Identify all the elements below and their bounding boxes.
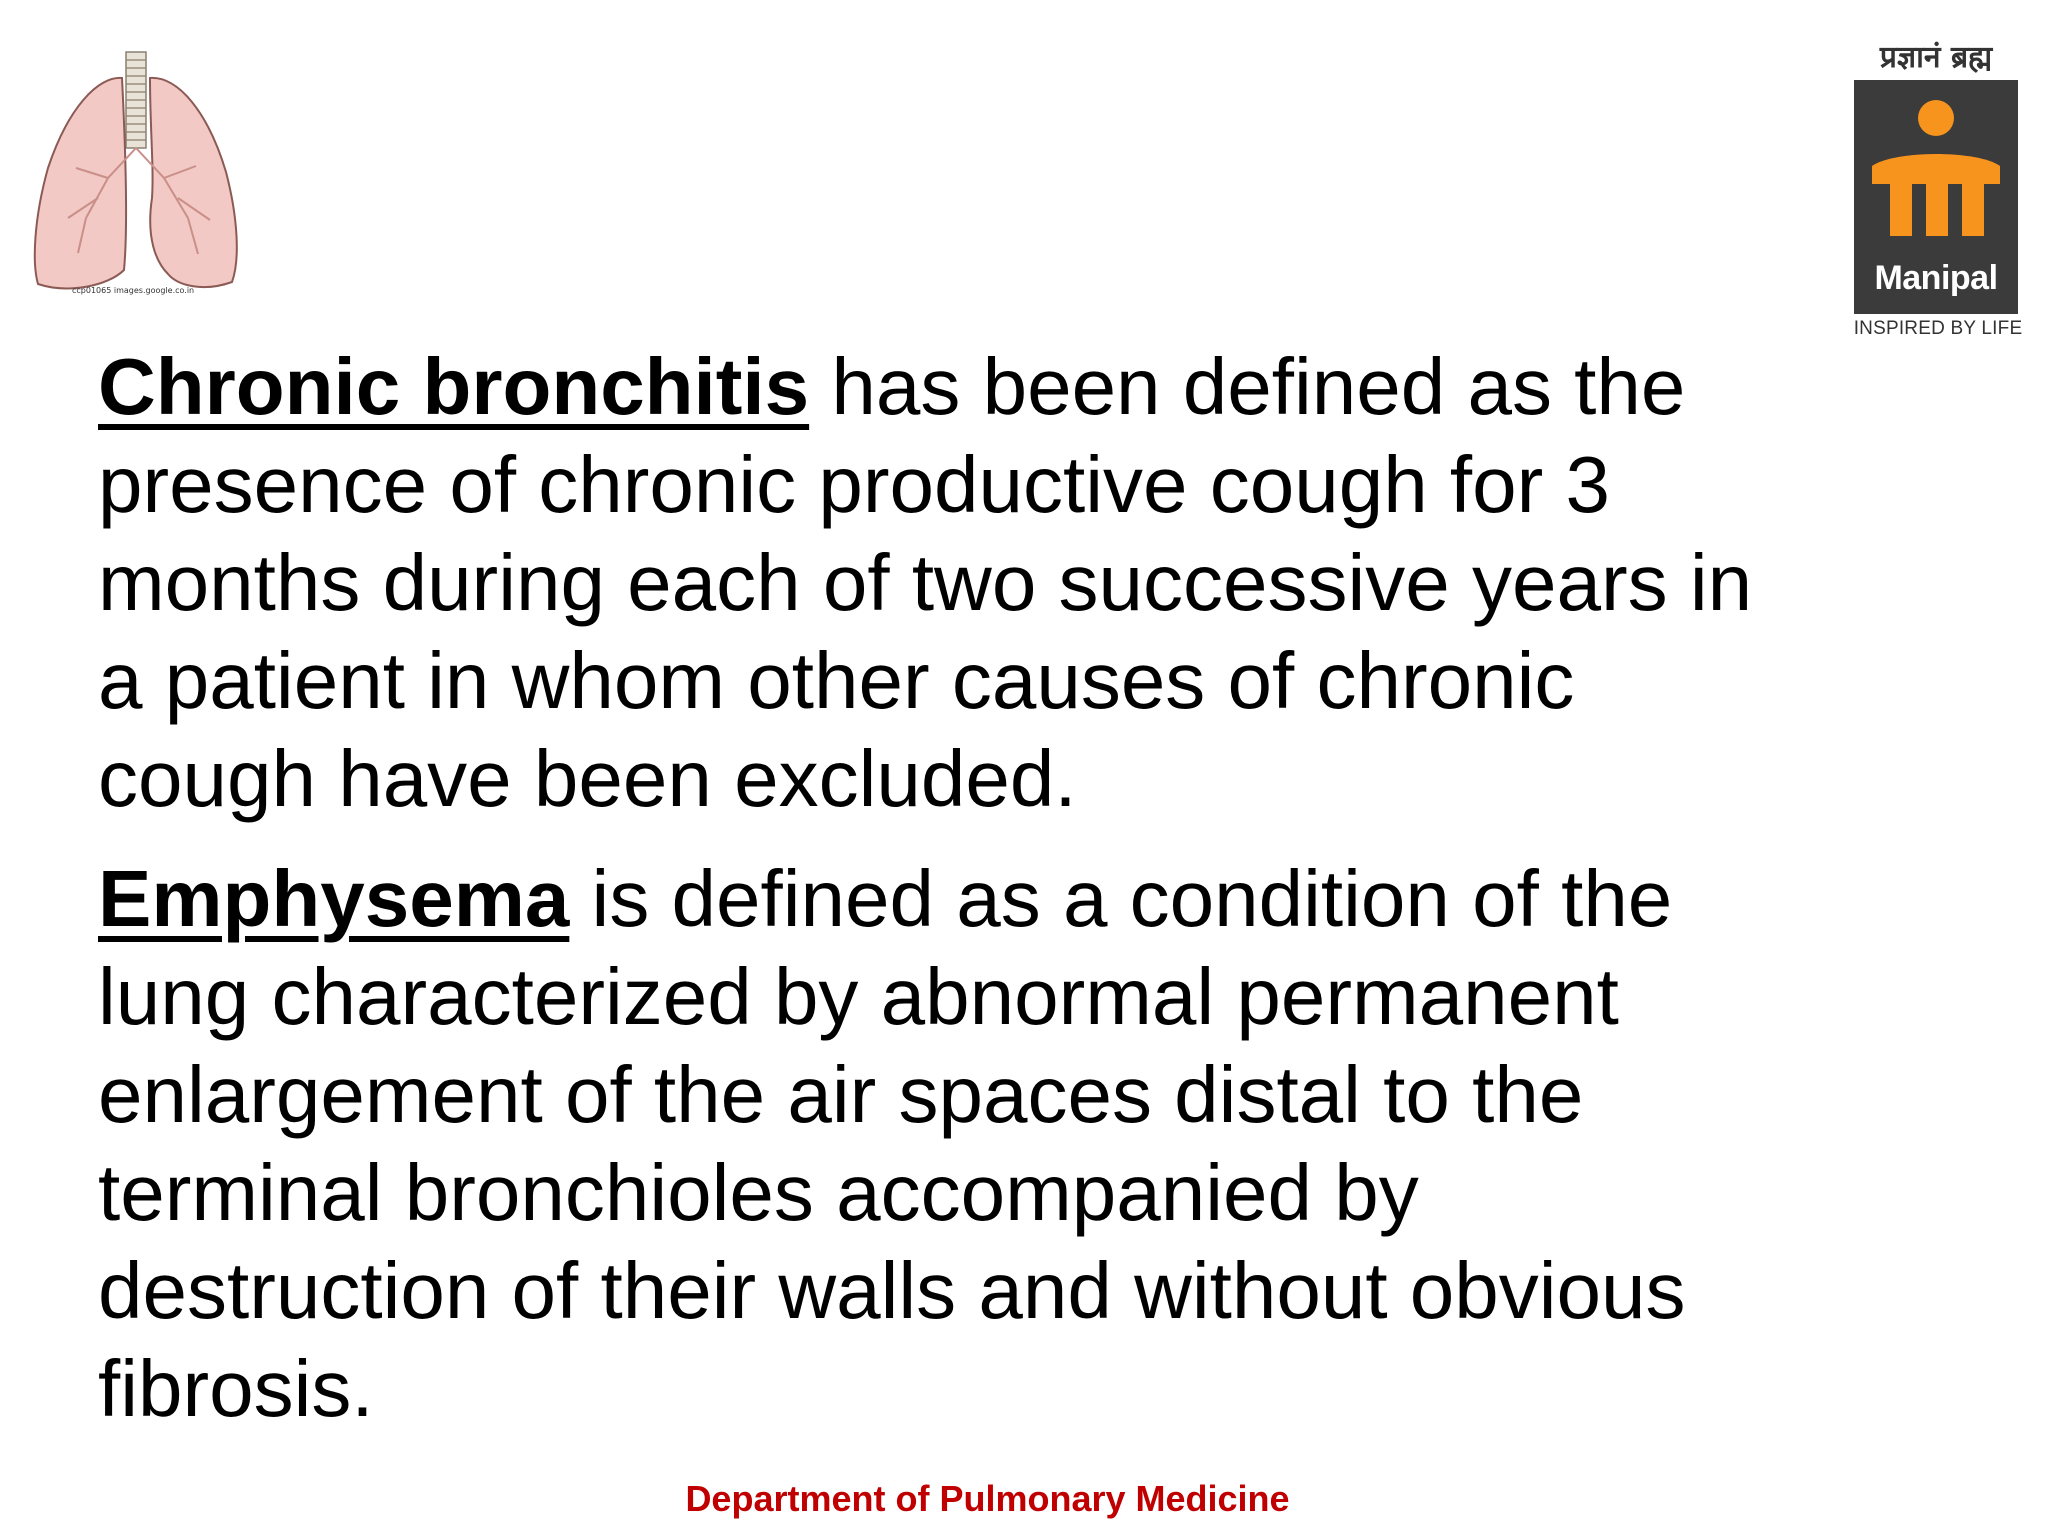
lungs-icon	[28, 48, 244, 306]
definition-text: cough have been excluded.	[98, 734, 1077, 823]
paragraph-line	[98, 338, 1998, 436]
lung-image-caption: ccp01065 images.google.co.in	[72, 286, 195, 295]
definition-chronic-bronchitis	[98, 338, 1998, 828]
definition-text: has been defined as the	[809, 342, 1686, 431]
definition-text: is defined as a condition of the	[569, 854, 1673, 943]
manipal-logo-icon	[1854, 80, 2018, 314]
manipal-wordmark: Manipal	[1874, 259, 1998, 297]
term-chronic-bronchitis: Chronic bronchitis	[98, 342, 810, 431]
department-footer: Department of Pulmonary Medicine	[685, 1478, 1290, 1519]
definition-emphysema	[98, 850, 1998, 1438]
definition-text: destruction of their walls and without obvious	[98, 1246, 1686, 1335]
definition-text: enlargement of the air spaces distal to the	[98, 1050, 1584, 1139]
manipal-logo	[1852, 38, 2023, 339]
definition-text: lung characterized by abnormal permanent	[98, 952, 1619, 1041]
definition-text: fibrosis.	[98, 1344, 374, 1433]
definition-text: a patient in whom other causes of chronic	[98, 636, 1575, 725]
definition-text: presence of chronic productive cough for 3	[98, 440, 1610, 529]
manipal-motto: प्रज्ञानं ब्रह्म	[1879, 40, 1993, 75]
manipal-tagline: INSPIRED BY LIFE	[1853, 318, 2023, 339]
paragraph-line	[98, 850, 1998, 948]
term-emphysema: Emphysema	[98, 854, 570, 943]
definition-text: terminal bronchioles accompanied by	[98, 1148, 1419, 1237]
definition-text: months during each of two successive years in	[98, 538, 1753, 627]
slide-body	[98, 338, 1998, 1438]
